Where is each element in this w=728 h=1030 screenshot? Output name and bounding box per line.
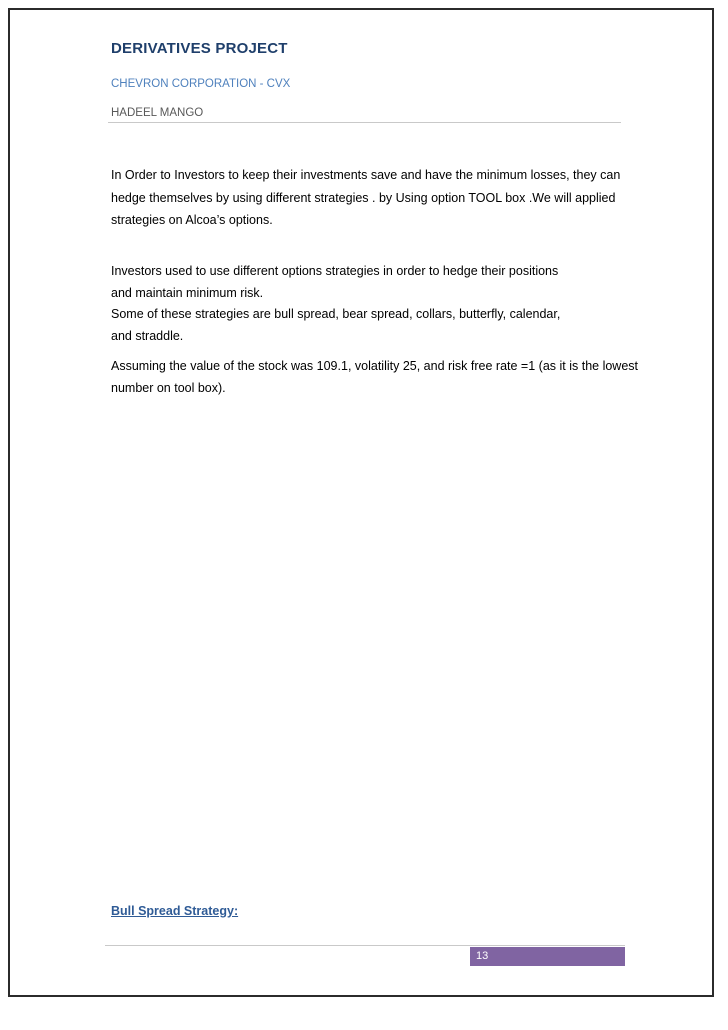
author-name: HADEEL MANGO <box>111 107 204 119</box>
assumptions-paragraph: Assuming the value of the stock was 109.1, volatility 25, and risk free rate =1 (as it is the lowest number on tool box). <box>111 359 638 395</box>
strategies-line-3: Some of these strategies are bull spread, bear spread, collars, butterfly, calendar, <box>111 307 561 321</box>
page-number: 13 <box>476 950 489 962</box>
page-border <box>8 8 714 997</box>
footer-divider <box>105 945 625 946</box>
company-subtitle: CHEVRON CORPORATION - CVX <box>111 78 291 90</box>
page-number-bar <box>470 947 625 966</box>
document-title: DERIVATIVES PROJECT <box>111 40 288 57</box>
intro-paragraph: In Order to Investors to keep their investments save and have the minimum losses, they can hedge themselves by using different strategies . by Using option TOOL box .We will applied strategies on Alcoa’s options. <box>111 168 621 227</box>
header-divider <box>108 122 621 123</box>
strategies-line-4: and straddle. <box>111 328 184 343</box>
strategies-paragraph <box>111 261 641 347</box>
bull-spread-heading: Bull Spread Strategy: <box>111 904 239 918</box>
strategies-line-2: and maintain minimum risk. <box>111 285 264 300</box>
strategies-line-1: Investors used to use different options strategies in order to hedge their positions <box>111 264 559 278</box>
